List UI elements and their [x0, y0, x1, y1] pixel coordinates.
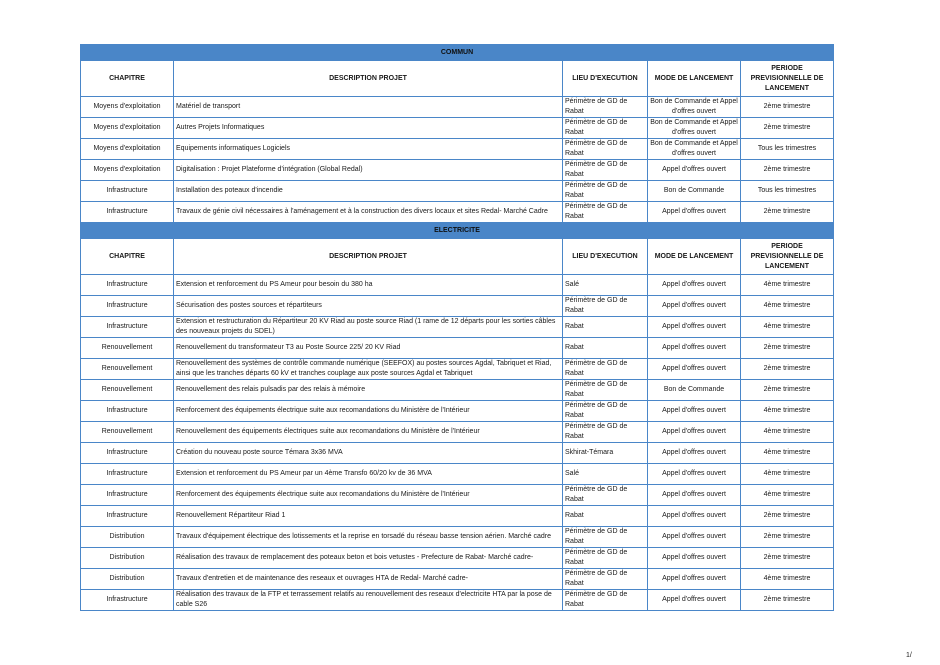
description-cell: Renforcement des équipements électrique suite aux recomandations du Ministère de l'Intérieur [174, 485, 563, 506]
chapitre-cell: Infrastructure [81, 202, 174, 223]
table-row [81, 338, 834, 359]
mode-cell: Appel d'offres ouvert [648, 548, 741, 569]
chapitre-cell: Infrastructure [81, 485, 174, 506]
lieu-cell: Périmètre de GD de Rabat [563, 548, 648, 569]
mode-cell: Appel d'offres ouvert [648, 317, 741, 338]
lieu-cell: Périmètre de GD de Rabat [563, 160, 648, 181]
description-cell: Sécurisation des postes sources et répartiteurs [174, 296, 563, 317]
description-cell: Extension et renforcement du PS Ameur pour besoin du 380 ha [174, 275, 563, 296]
chapitre-cell: Moyens d'exploitation [81, 160, 174, 181]
chapitre-cell: Infrastructure [81, 317, 174, 338]
chapitre-cell: Infrastructure [81, 275, 174, 296]
mode-cell: Appel d'offres ouvert [648, 296, 741, 317]
lieu-cell: Périmètre de GD de Rabat [563, 422, 648, 443]
mode-cell: Appel d'offres ouvert [648, 401, 741, 422]
table-row [81, 202, 834, 223]
mode-cell: Appel d'offres ouvert [648, 443, 741, 464]
table-row [81, 296, 834, 317]
periode-cell: 2ème trimestre [741, 506, 834, 527]
header-description: DESCRIPTION PROJET [174, 239, 563, 275]
lieu-cell: Périmètre de GD de Rabat [563, 401, 648, 422]
description-cell: Réalisation des travaux de la FTP et terrassement relatifs au renouvellement des reseaux d'electricite HTA par la pose de cable S26 [174, 590, 563, 611]
mode-cell: Appel d'offres ouvert [648, 464, 741, 485]
mode-cell: Appel d'offres ouvert [648, 527, 741, 548]
chapitre-cell: Renouvellement [81, 338, 174, 359]
chapitre-cell: Renouvellement [81, 422, 174, 443]
periode-cell: 4ème trimestre [741, 401, 834, 422]
periode-cell: 2ème trimestre [741, 590, 834, 611]
lieu-cell: Périmètre de GD de Rabat [563, 590, 648, 611]
periode-cell: 2ème trimestre [741, 202, 834, 223]
header-chapitre: CHAPITRE [81, 239, 174, 275]
periode-cell: Tous les trimestres [741, 139, 834, 160]
description-cell: Matériel de transport [174, 97, 563, 118]
lieu-cell: Périmètre de GD de Rabat [563, 527, 648, 548]
description-cell: Autres Projets Informatiques [174, 118, 563, 139]
mode-cell: Bon de Commande et Appel d'offres ouvert [648, 118, 741, 139]
mode-cell: Appel d'offres ouvert [648, 422, 741, 443]
chapitre-cell: Infrastructure [81, 464, 174, 485]
table-row [81, 590, 834, 611]
periode-cell: 2ème trimestre [741, 527, 834, 548]
mode-cell: Appel d'offres ouvert [648, 275, 741, 296]
lieu-cell: Périmètre de GD de Rabat [563, 202, 648, 223]
table-row [81, 160, 834, 181]
chapitre-cell: Distribution [81, 569, 174, 590]
chapitre-cell: Infrastructure [81, 506, 174, 527]
lieu-cell: Périmètre de GD de Rabat [563, 181, 648, 202]
header-mode: MODE DE LANCEMENT [648, 61, 741, 97]
table-row [81, 485, 834, 506]
mode-cell: Bon de Commande [648, 380, 741, 401]
mode-cell: Appel d'offres ouvert [648, 590, 741, 611]
section-title-row [81, 45, 834, 61]
periode-cell: 4ème trimestre [741, 464, 834, 485]
table-row [81, 118, 834, 139]
description-cell: Renouvellement des systèmes de contrôle commande numérique (SEEFOX) au postes sources Agdal, Tabriquet et Riad, ainsi que les tranches départs 60 kV et tranches couplage aux poste sources Agdal et Tabriquet [174, 359, 563, 380]
chapitre-cell: Infrastructure [81, 401, 174, 422]
column-header-row [81, 61, 834, 97]
description-cell: Réalisation des travaux de remplacement des poteaux beton et bois vetustes - Prefecture de Rabat- Marché cadre- [174, 548, 563, 569]
description-cell: Création du nouveau poste source Témara 3x36 MVA [174, 443, 563, 464]
header-mode: MODE DE LANCEMENT [648, 239, 741, 275]
table-row [81, 97, 834, 118]
header-lieu: LIEU D'EXECUTION [563, 239, 648, 275]
mode-cell: Appel d'offres ouvert [648, 569, 741, 590]
lieu-cell: Skhirat-Témara [563, 443, 648, 464]
lieu-cell: Rabat [563, 338, 648, 359]
description-cell: Installation des poteaux d'incendie [174, 181, 563, 202]
periode-cell: 4ème trimestre [741, 422, 834, 443]
lieu-cell: Périmètre de GD de Rabat [563, 296, 648, 317]
table-row [81, 422, 834, 443]
periode-cell: 2ème trimestre [741, 118, 834, 139]
table-row [81, 401, 834, 422]
table-row [81, 548, 834, 569]
page-number: 1/ [906, 652, 912, 659]
periode-cell: 2ème trimestre [741, 338, 834, 359]
periode-cell: 4ème trimestre [741, 569, 834, 590]
section-title: ELECTRICITE [81, 223, 834, 239]
header-periode: PERIODE PREVISIONNELLE DE LANCEMENT [741, 61, 834, 97]
header-description: DESCRIPTION PROJET [174, 61, 563, 97]
chapitre-cell: Infrastructure [81, 296, 174, 317]
description-cell: Renouvellement des équipements électriques suite aux recomandations du Ministère de l'Intérieur [174, 422, 563, 443]
chapitre-cell: Distribution [81, 548, 174, 569]
table-row [81, 359, 834, 380]
mode-cell: Bon de Commande et Appel d'offres ouvert [648, 97, 741, 118]
mode-cell: Appel d'offres ouvert [648, 160, 741, 181]
section-title-row [81, 223, 834, 239]
description-cell: Extension et renforcement du PS Ameur par un 4ème Transfo 60/20 kv de 36 MVA [174, 464, 563, 485]
header-chapitre: CHAPITRE [81, 61, 174, 97]
periode-cell: Tous les trimestres [741, 181, 834, 202]
description-cell: Extension et restructuration du Répartiteur 20 KV Riad au poste source Riad (1 rame de 12 départs pour les sorties câbles des nouveaux projets du SDEL) [174, 317, 563, 338]
chapitre-cell: Moyens d'exploitation [81, 97, 174, 118]
periode-cell: 2ème trimestre [741, 548, 834, 569]
table-row [81, 380, 834, 401]
chapitre-cell: Moyens d'exploitation [81, 118, 174, 139]
mode-cell: Bon de Commande et Appel d'offres ouvert [648, 139, 741, 160]
periode-cell: 4ème trimestre [741, 443, 834, 464]
chapitre-cell: Moyens d'exploitation [81, 139, 174, 160]
periode-cell: 4ème trimestre [741, 275, 834, 296]
periode-cell: 2ème trimestre [741, 160, 834, 181]
description-cell: Renouvellement Répartiteur Riad 1 [174, 506, 563, 527]
lieu-cell: Périmètre de GD de Rabat [563, 139, 648, 160]
header-periode: PERIODE PREVISIONNELLE DE LANCEMENT [741, 239, 834, 275]
periode-cell: 2ème trimestre [741, 97, 834, 118]
mode-cell: Appel d'offres ouvert [648, 359, 741, 380]
description-cell: Equipements informatiques Logiciels [174, 139, 563, 160]
periode-cell: 2ème trimestre [741, 359, 834, 380]
table-row [81, 506, 834, 527]
projects-table [80, 44, 834, 611]
table-row [81, 181, 834, 202]
lieu-cell: Périmètre de GD de Rabat [563, 569, 648, 590]
periode-cell: 4ème trimestre [741, 485, 834, 506]
lieu-cell: Salé [563, 275, 648, 296]
table-row [81, 317, 834, 338]
table-row [81, 443, 834, 464]
periode-cell: 2ème trimestre [741, 380, 834, 401]
periode-cell: 4ème trimestre [741, 296, 834, 317]
header-lieu: LIEU D'EXECUTION [563, 61, 648, 97]
chapitre-cell: Distribution [81, 527, 174, 548]
column-header-row [81, 239, 834, 275]
lieu-cell: Rabat [563, 317, 648, 338]
chapitre-cell: Renouvellement [81, 380, 174, 401]
description-cell: Travaux d'équipement électrique des lotissements et la reprise en torsadé du réseau basse tension aérien. Marché cadre [174, 527, 563, 548]
table-row [81, 139, 834, 160]
lieu-cell: Périmètre de GD de Rabat [563, 97, 648, 118]
description-cell: Travaux d'entretien et de maintenance des reseaux et ouvrages HTA de Redal- Marché cadre- [174, 569, 563, 590]
table-row [81, 569, 834, 590]
lieu-cell: Salé [563, 464, 648, 485]
table-body [81, 45, 834, 611]
mode-cell: Appel d'offres ouvert [648, 202, 741, 223]
mode-cell: Appel d'offres ouvert [648, 485, 741, 506]
table-row [81, 464, 834, 485]
chapitre-cell: Infrastructure [81, 443, 174, 464]
lieu-cell: Périmètre de GD de Rabat [563, 485, 648, 506]
description-cell: Renouvellement du transformateur T3 au Poste Source 225/ 20 KV Riad [174, 338, 563, 359]
lieu-cell: Rabat [563, 506, 648, 527]
periode-cell: 4ème trimestre [741, 317, 834, 338]
mode-cell: Bon de Commande [648, 181, 741, 202]
description-cell: Digitalisation : Projet Plateforme d'intégration (Global Redal) [174, 160, 563, 181]
lieu-cell: Périmètre de GD de Rabat [563, 380, 648, 401]
lieu-cell: Périmètre de GD de Rabat [563, 359, 648, 380]
section-title: COMMUN [81, 45, 834, 61]
description-cell: Travaux de génie civil nécessaires à l'aménagement et à la construction des divers locaux et sites Redal- Marché Cadre [174, 202, 563, 223]
chapitre-cell: Renouvellement [81, 359, 174, 380]
lieu-cell: Périmètre de GD de Rabat [563, 118, 648, 139]
description-cell: Renforcement des équipements électrique suite aux recomandations du Ministère de l'Intérieur [174, 401, 563, 422]
description-cell: Renouvellement des relais pulsadis par des relais à mémoire [174, 380, 563, 401]
mode-cell: Appel d'offres ouvert [648, 506, 741, 527]
chapitre-cell: Infrastructure [81, 181, 174, 202]
mode-cell: Appel d'offres ouvert [648, 338, 741, 359]
table-row [81, 527, 834, 548]
chapitre-cell: Infrastructure [81, 590, 174, 611]
table-row [81, 275, 834, 296]
